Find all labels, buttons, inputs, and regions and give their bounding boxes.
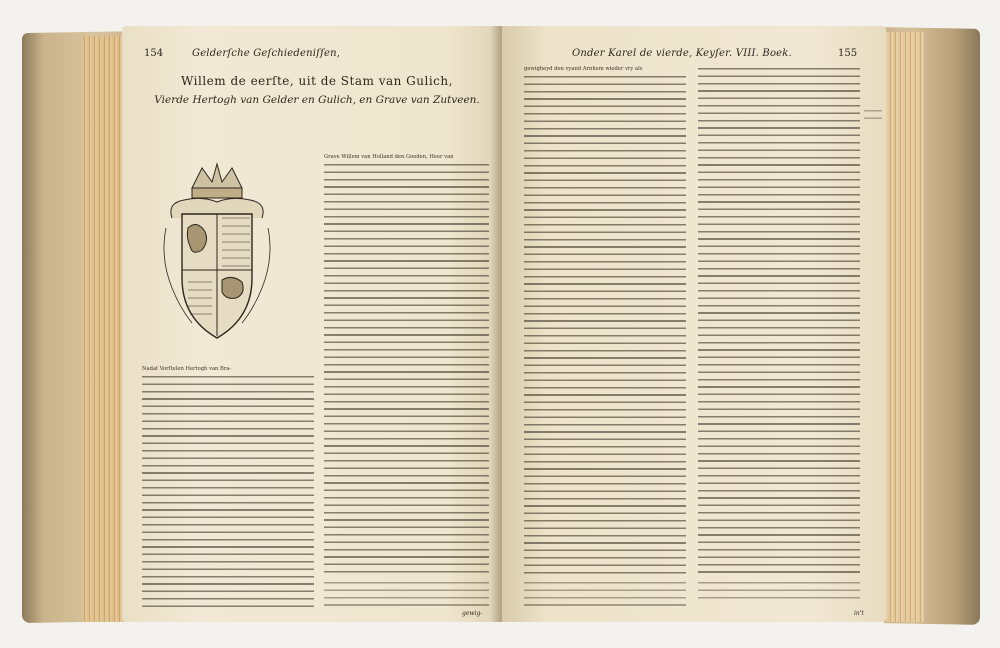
right-col1-first-line: gewigheyd den vyand Arnhem wieder vry als [524,66,643,72]
left-page [122,26,502,622]
left-col2-first-line: Grave Willem van Holland den Goeden, Heer van [324,154,454,160]
right-col2-text-block [698,68,860,574]
right-footnotes-left [524,582,686,610]
chapter-title: Willem de eerſte, uit de Stam van Gulich, [181,74,453,88]
left-running-head: Gelderſche Geſchiedeniſſen, [192,48,341,59]
right-margin-note [864,110,882,124]
open-book [22,14,980,634]
right-col1-text-block [524,76,686,574]
right-running-head: Onder Karel de vierde, Keyſer. VIII. Boek. [572,48,792,59]
right-page-number: 155 [838,48,858,59]
right-catchword: in't [854,610,864,617]
left-catchword: gewig- [462,610,483,617]
left-col-text-block [142,376,314,612]
left-col2-text-block [324,164,489,574]
coat-of-arms-engraving [162,158,272,348]
right-footnotes-right [698,582,860,604]
left-col-first-line: Nadat Vorſtelen Hertogh van Bra- [142,366,232,372]
left-footnotes [324,582,489,610]
chapter-subtitle: Vierde Hertogh van Gelder en Gulich, en Grave van Zutveen. [154,94,480,106]
left-page-number: 154 [144,48,164,59]
right-page [502,26,886,622]
